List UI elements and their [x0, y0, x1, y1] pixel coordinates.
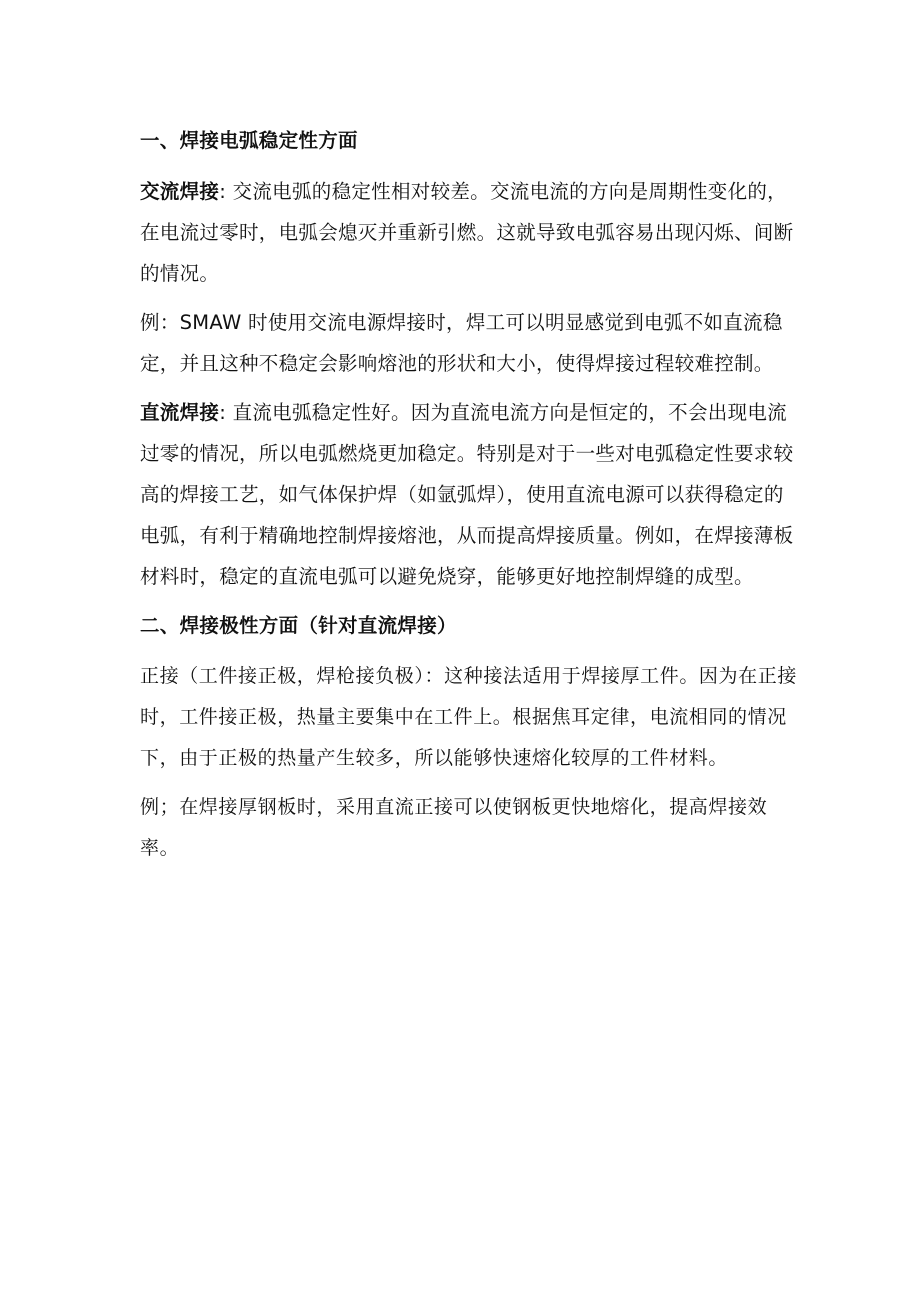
ac-welding-text: : 交流电弧的稳定性相对较差。交流电流的方向是周期性变化的，在电流过零时，电弧会熄灭并重新引燃。这就导致电弧容易出现闪烁、间断的情况。: [140, 180, 794, 285]
dc-welding-term: 直流焊接: [140, 401, 220, 424]
section-2-heading: 二、焊接极性方面（针对直流焊接）: [140, 614, 457, 637]
dc-welding-paragraph: [140, 392, 800, 597]
positive-polarity-term: 正接（工件接正极，焊枪接负极）: [140, 665, 425, 687]
ac-example-paragraph: 例：SMAW 时使用交流电源焊接时，焊工可以明显感觉到电弧不如直流稳定，并且这种不稳定会影响熔池的形状和大小，使得焊接过程较难控制。: [140, 311, 783, 375]
dc-welding-text: : 直流电弧稳定性好。因为直流电流方向是恒定的，不会出现电流过零的情况，所以电弧燃烧更加稳定。特别是对于一些对电弧稳定性要求较高的焊接工艺，如气体保护焊（如氩弧焊），使用直流电源可以获得稳定的电弧，有利于精确地控制焊接熔池，从而提高焊接质量。例如，在焊接薄板材料时，稳定的直流电弧可以避免烧穿，能够更好地控制焊缝的成型。: [140, 401, 794, 588]
ac-welding-term: 交流焊接: [140, 180, 220, 203]
document-body: [140, 120, 800, 877]
ac-welding-paragraph: [140, 171, 800, 294]
positive-polarity-paragraph: [140, 656, 800, 779]
section-1-heading: 一、焊接电弧稳定性方面: [140, 129, 358, 152]
thick-plate-example-paragraph: 例；在焊接厚钢板时，采用直流正接可以使钢板更快地熔化，提高焊接效率。: [140, 796, 768, 859]
positive-polarity-text: ：这种接法适用于焊接厚工件。因为在正接时，工件接正极，热量主要集中在工件上。根据焦耳定律，电流相同的情况下，由于正极的热量产生较多，所以能够快速熔化较厚的工件材料。: [140, 665, 797, 769]
